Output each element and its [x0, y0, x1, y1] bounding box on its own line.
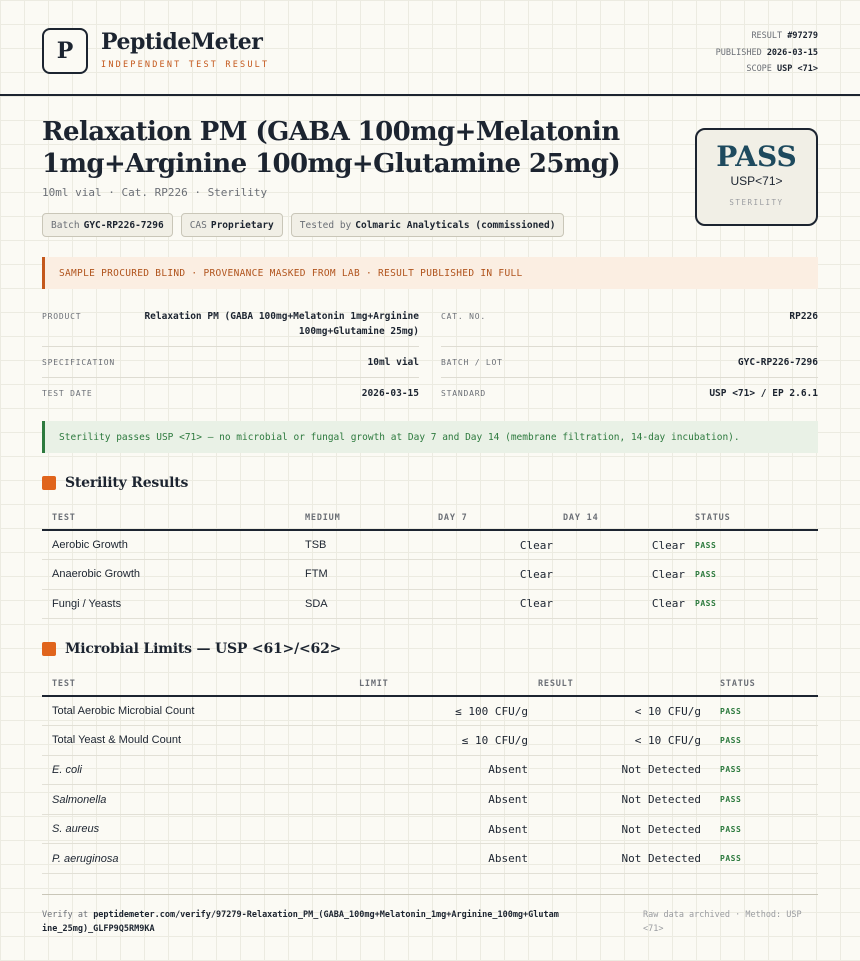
result: Not Detected — [528, 814, 701, 844]
product-title: Relaxation PM (GABA 100mg+Melatonin 1mg+Arginine 100mg+Glutamine 25mg) — [42, 117, 621, 179]
procurement-notice: SAMPLE PROCURED BLIND · PROVENANCE MASKED FROM LAB · RESULT PUBLISHED IN FULL — [42, 257, 818, 289]
day7-result: Clear — [428, 589, 553, 619]
test-name: E. coli — [42, 755, 349, 785]
status-badge: PASS — [685, 560, 818, 590]
verdict-word: PASS — [716, 140, 797, 173]
limit: Absent — [349, 844, 528, 874]
result: Not Detected — [528, 755, 701, 785]
scope-value: USP <71> — [777, 64, 818, 74]
limit: ≤ 10 CFU/g — [349, 726, 528, 756]
test-name: Total Aerobic Microbial Count — [42, 696, 349, 726]
limit: ≤ 100 CFU/g — [349, 696, 528, 726]
day14-result: Clear — [553, 560, 685, 590]
logo-mark: P — [42, 28, 88, 74]
info-catno-value: RP226 — [789, 311, 818, 322]
info-spec-label: SPECIFICATION — [42, 358, 116, 367]
medium: FTM — [295, 560, 428, 590]
scope-row: SCOPE USP <71> — [746, 64, 818, 74]
day7-result: Clear — [428, 560, 553, 590]
table-row — [42, 589, 818, 619]
result: < 10 CFU/g — [528, 726, 701, 756]
info-date-value: 2026-03-15 — [361, 388, 419, 399]
footer-divider — [42, 894, 818, 895]
col-test: TEST — [42, 506, 295, 530]
status-badge: PASS — [685, 589, 818, 619]
table-row — [42, 726, 818, 756]
test-name: Aerobic Growth — [42, 530, 295, 560]
col-status: STATUS — [701, 672, 818, 696]
col-result: RESULT — [528, 672, 701, 696]
status-badge: PASS — [701, 696, 818, 726]
info-divider — [42, 377, 419, 378]
product-chips — [42, 213, 564, 237]
info-product-label: PRODUCT — [42, 312, 82, 321]
chip-batch: Batch GYC-RP226-7296 — [42, 213, 173, 237]
sterility-table — [42, 506, 818, 619]
test-name: Anaerobic Growth — [42, 560, 295, 590]
info-divider — [42, 346, 419, 347]
info-catno-label: CAT. NO. — [441, 312, 486, 321]
info-divider — [441, 346, 818, 347]
info-standard-value: USP <71> / EP 2.6.1 — [709, 388, 818, 399]
archive-note: Raw data archived · Method: USP <71> — [643, 910, 802, 934]
result-id: #97279 — [787, 31, 818, 41]
section-marker-icon — [42, 476, 56, 490]
status-badge: PASS — [701, 844, 818, 874]
chip-cas: CAS Proprietary — [181, 213, 283, 237]
status-badge: PASS — [701, 785, 818, 815]
day14-result: Clear — [553, 530, 685, 560]
result: Not Detected — [528, 844, 701, 874]
table-row — [42, 696, 818, 726]
status-badge: PASS — [701, 755, 818, 785]
test-name: Salmonella — [42, 785, 349, 815]
summary-notice: Sterility passes USP <71> — no microbial or fungal growth at Day 7 and Day 14 (membrane filtration, 14-day incubation). — [42, 421, 818, 453]
table-row — [42, 560, 818, 590]
col-status: STATUS — [685, 506, 818, 530]
medium: SDA — [295, 589, 428, 619]
col-medium: MEDIUM — [295, 506, 428, 530]
verdict-badge — [695, 128, 818, 226]
verify-text: Verify at peptidemeter.com/verify/97279-Relaxation_PM_(GABA_100mg+Melatonin_1mg+Arginine_100mg+Glutamine_25mg)_GLFP9Q5RM9KA — [42, 910, 559, 934]
table-row — [42, 530, 818, 560]
sterility-heading-text: Sterility Results — [65, 475, 189, 491]
info-standard-label: STANDARD — [441, 389, 486, 398]
published-row: PUBLISHED 2026-03-15 — [715, 47, 818, 58]
info-date-label: TEST DATE — [42, 389, 93, 398]
info-divider — [441, 377, 818, 378]
test-name: Fungi / Yeasts — [42, 589, 295, 619]
brand-name: PeptideMeter — [101, 29, 263, 55]
microbial-table — [42, 672, 818, 874]
col-day7: DAY 7 — [428, 506, 553, 530]
info-product-value: Relaxation PM (GABA 100mg+Melatonin 1mg+Arginine 100mg+Glutamine 25mg) — [144, 311, 419, 337]
col-test: TEST — [42, 672, 349, 696]
verify-link[interactable]: peptidemeter.com/verify/97279-Relaxation_PM_(GABA_100mg+Melatonin_1mg+Arginine_100mg+Glutamine_25mg)_GLFP9Q5RM9KA — [42, 910, 559, 934]
limit: Absent — [349, 755, 528, 785]
chip-tested-by: Tested by Colmaric Analyticals (commissioned) — [291, 213, 565, 237]
table-row — [42, 814, 818, 844]
table-row — [42, 844, 818, 874]
test-name: Total Yeast & Mould Count — [42, 726, 349, 756]
status-badge: PASS — [685, 530, 818, 560]
info-batch-value: GYC-RP226-7296 — [737, 357, 818, 368]
day14-result: Clear — [553, 589, 685, 619]
test-name: P. aeruginosa — [42, 844, 349, 874]
brand-tagline: INDEPENDENT TEST RESULT — [101, 60, 270, 70]
col-limit: LIMIT — [349, 672, 528, 696]
table-header-row — [42, 506, 818, 530]
col-day14: DAY 14 — [553, 506, 685, 530]
limit: Absent — [349, 814, 528, 844]
info-batch-label: BATCH / LOT — [441, 358, 503, 367]
product-subtitle: 10ml vial · Cat. RP226 · Sterility — [42, 186, 268, 199]
info-spec-value: 10ml vial — [367, 357, 419, 368]
test-name: S. aureus — [42, 814, 349, 844]
day7-result: Clear — [428, 530, 553, 560]
microbial-heading-text: Microbial Limits — USP <61>/<62> — [65, 641, 342, 657]
result: < 10 CFU/g — [528, 696, 701, 726]
result: Not Detected — [528, 785, 701, 815]
report-header — [0, 0, 860, 96]
medium: TSB — [295, 530, 428, 560]
sterility-heading — [42, 475, 188, 491]
status-badge: PASS — [701, 814, 818, 844]
verdict-standard: USP<71> — [730, 174, 783, 188]
report-meta — [716, 28, 818, 78]
status-badge: PASS — [701, 726, 818, 756]
published-date: 2026-03-15 — [766, 47, 818, 58]
microbial-heading — [42, 641, 341, 657]
table-header-row — [42, 672, 818, 696]
verdict-label: STERILITY — [729, 198, 784, 207]
table-row — [42, 755, 818, 785]
section-marker-icon — [42, 642, 56, 656]
result-id-row: RESULT #97279 — [751, 31, 818, 41]
table-row — [42, 785, 818, 815]
limit: Absent — [349, 785, 528, 815]
